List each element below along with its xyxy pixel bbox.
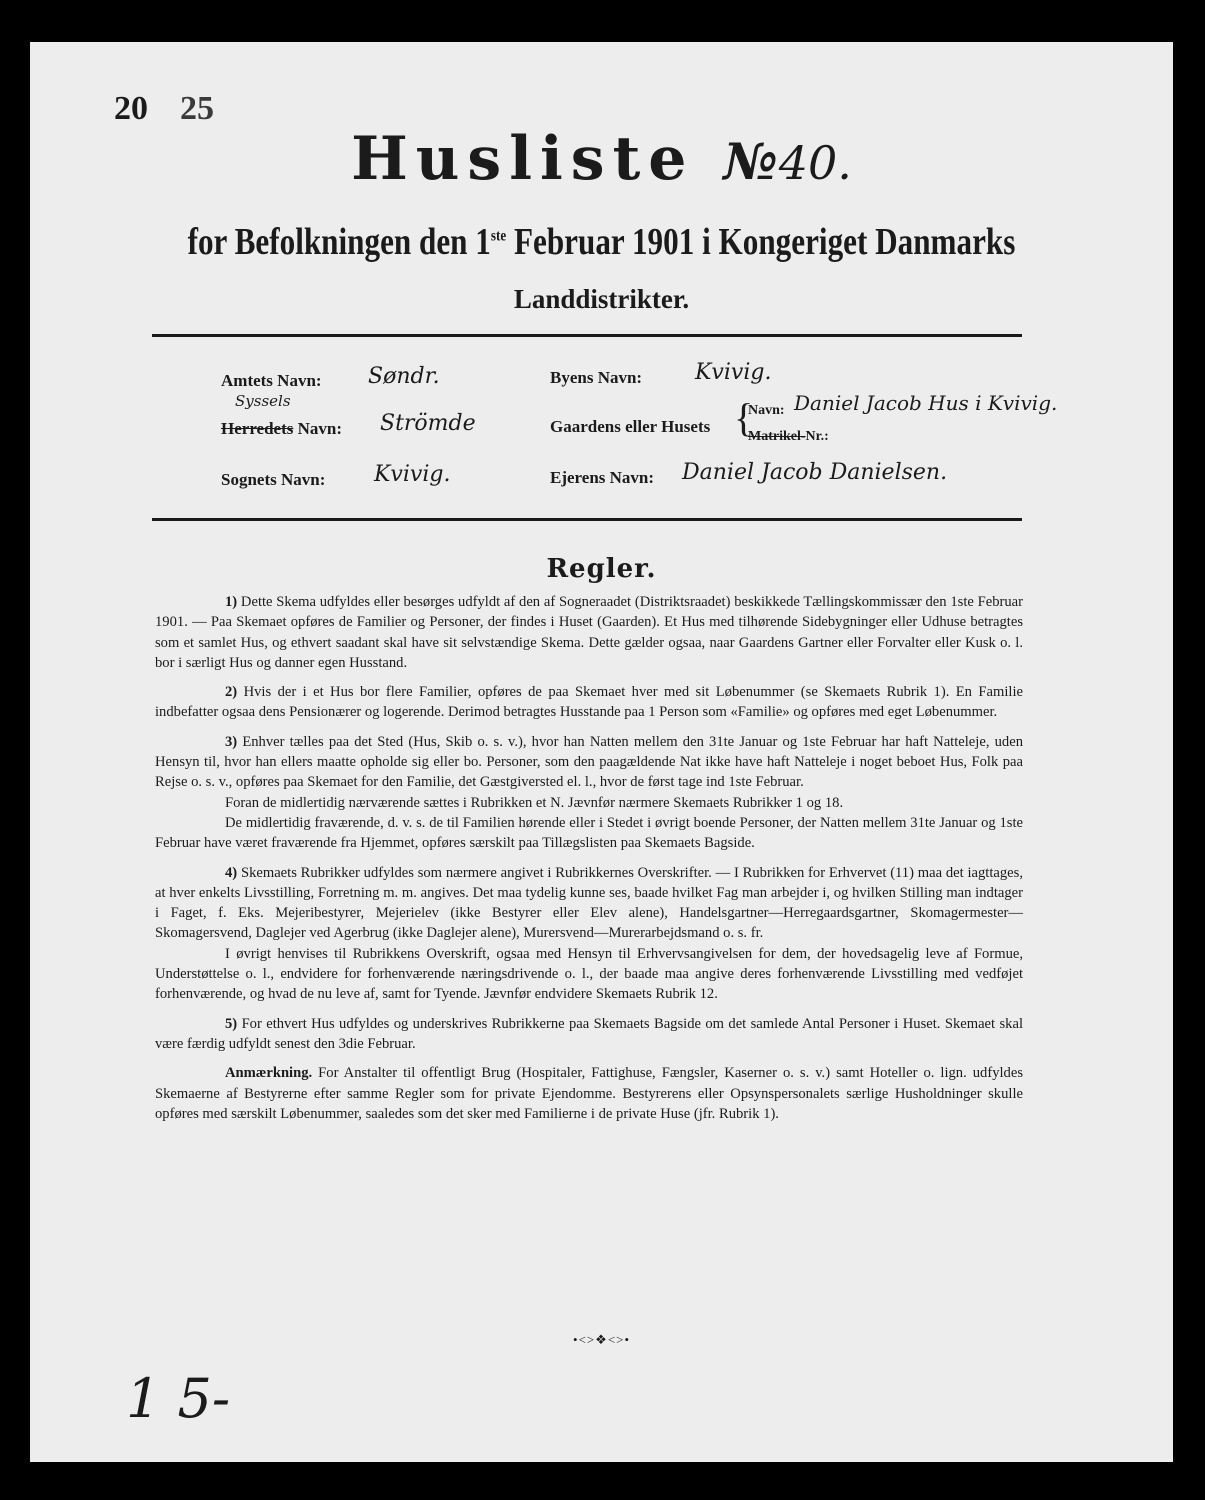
page-number-left: 20 (114, 90, 148, 127)
sogn-value: Kvivig. (374, 462, 451, 487)
by-value: Kvivig. (695, 360, 772, 385)
rules-heading: Regler. (546, 554, 657, 584)
house-list-number: 40. (778, 136, 852, 190)
gaard-navn-value: Daniel Jacob Hus i Kvivig. (794, 391, 1058, 415)
gaard-navn-label: Navn: (748, 403, 785, 418)
rule-4: 4) Skemaets Rubrikker udfyldes som nærmere angivet i Rubrikkernes Overskrifter. — I Rubrikken for Erhvervet (11) maa det iagttages, at hver enkelts Livsstilling, Forretning m. m. angives. Det maa tydelig kunne ses, baade hvilket Fag man arbejder i, og hvilken Stilling man indtager i Faget, f. Eks. Mejeribestyrer, Mejerielev (ikke Bestyrer eller Elev alene), Handelsgartner—Herregaardsgartner, Skomagermester—Skomagersvend, Daglejer ved Agerbrug (ikke Daglejer alene), Murersvend—Murerarbejdsmand o. s. fr. (155, 864, 1023, 942)
rule-3-para-2: Foran de midlertidig nærværende sættes i Rubrikken et N. Jævnfør nærmere Skemaets Rubrikker 1 og 18. (225, 794, 844, 811)
gaard-brace: { (734, 395, 754, 440)
bottom-rule (152, 518, 1022, 521)
census-form-page (30, 42, 1173, 1462)
herred-value: Strömde (380, 411, 476, 436)
bottom-handwriting: 1 5- (126, 1367, 231, 1430)
ejer-label: Ejerens Navn: (550, 468, 655, 487)
sogn-label: Sognets Navn: (221, 470, 326, 489)
rule-2: 2) Hvis der i et Hus bor flere Familier, opføres de paa Skemaet hver med sit Løbenummer (se Skemaets Rubrik 1). En Familie indbefatter ogsaa dens Pensionærer og logerende. Derimod betragtes Husstande paa 1 Person som «Familie» og opføres med eget Løbenummer. (155, 684, 1023, 721)
amt-label: Amtets Navn: (221, 371, 322, 390)
rule-5: 5) For ethvert Hus udfyldes og underskrives Rubrikkerne paa Skemaets Bagside om det samlede Antal Personer i Huset. Skemaet skal være færdig udfyldt senest den 3die Februar. (155, 1015, 1023, 1052)
rule-3-para-3: De midlertidig fraværende, d. v. s. de til Familien hørende eller i Stedet i øvrigt boende Personer, der Natten mellem 31te Januar og 1ste Februar have været fraværende fra Hjemmet, opføres særskilt paa Tillægslisten paa Skemaets Bagside. (155, 814, 1023, 852)
top-rule (152, 334, 1022, 337)
ejer-value: Daniel Jacob Danielsen. (682, 460, 948, 485)
rule-4-para-2: I øvrigt henvises til Rubrikkens Overskrift, ogsaa med Hensyn til Erhvervsangivelsen for dem, der hovedsagelig leve af Formue, Understøttelse o. l., endvidere for forhenværende næringsdrivende o. l., der baade maa angive deres forhenværende Livsstilling med vedføjet forhenværende, og hvad de nu leve af, samt for Tyende. Jævnfør endvidere Skemaets Rubrik 12. (155, 945, 1023, 1003)
note: Anmærkning. For Anstalter til offentligt Brug (Hospitaler, Fattighuse, Fængsler, Kaserner o. s. v.) samt Hoteller o. lign. udfyldes Skemaerne af Bestyrerne efter samme Regler som for private Ejendomme. Bestyrerens eller Opsynspersonalets særlige Husholdninger skulle opføres med særskilt Løbenummer, saaledes som det sker med Familierne i de private Huse (jfr. Rubrik 1). (155, 1065, 1023, 1122)
herred-handwritten: Syssels (235, 392, 291, 410)
rule-3: 3) Enhver tælles paa det Sted (Hus, Skib o. s. v.), hvor han Natten mellem den 31te Januar og 1ste Februar har haft Natteleje, uden Hensyn til, hvor han ellers maatte opholde sig eller bo. Personer, som den paagældende Nat ikke have haft Natteleje i noget beboet Hus, Folk paa Rejse o. s. v., opføres paa Skemaet for den Familie, det Gæstgiversted el. l., hvor de først tage ind 1ste Februar. (155, 733, 1023, 791)
gaard-matrikel-label: Matrikel-Nr.: (748, 429, 829, 444)
ornament: •<>❖<>• (572, 1332, 631, 1347)
rule-1: 1) Dette Skema udfyldes eller besørges udfyldt af den af Sogneraadet (Distriktsraadet) beskikkede Tællingskommissær den 1ste Februar 1901. — Paa Skemaet opføres de Familier og Personer, der findes i Huset (Gaarden). Et Hus med tilhørende Sidebygninger eller Udhuse betragtes som et samlet Hus, og ethvert saadant skal have sit selvstændige Skema. Dette gælder ogsaa, naar Gaardens Gartner eller Forvalter eller Kusk o. l. bor i særligt Hus og danner egen Husstand. (155, 594, 1023, 671)
herred-label: Herredets Navn: (221, 419, 343, 438)
gaard-label: Gaardens eller Husets (550, 417, 711, 436)
amt-value: Søndr. (368, 364, 440, 389)
title-text: Husliste (351, 124, 695, 194)
form-title (30, 124, 1173, 194)
number-symbol: № (723, 132, 779, 191)
form-subtitle: for Befolkningen den 1ste Februar 1901 i Kongeriget Danmarks (187, 221, 1016, 263)
by-label: Byens Navn: (550, 368, 643, 387)
district-type: Landdistrikter. (513, 284, 690, 314)
page-number-right: 25 (180, 90, 214, 127)
rules-text (155, 592, 1023, 1133)
